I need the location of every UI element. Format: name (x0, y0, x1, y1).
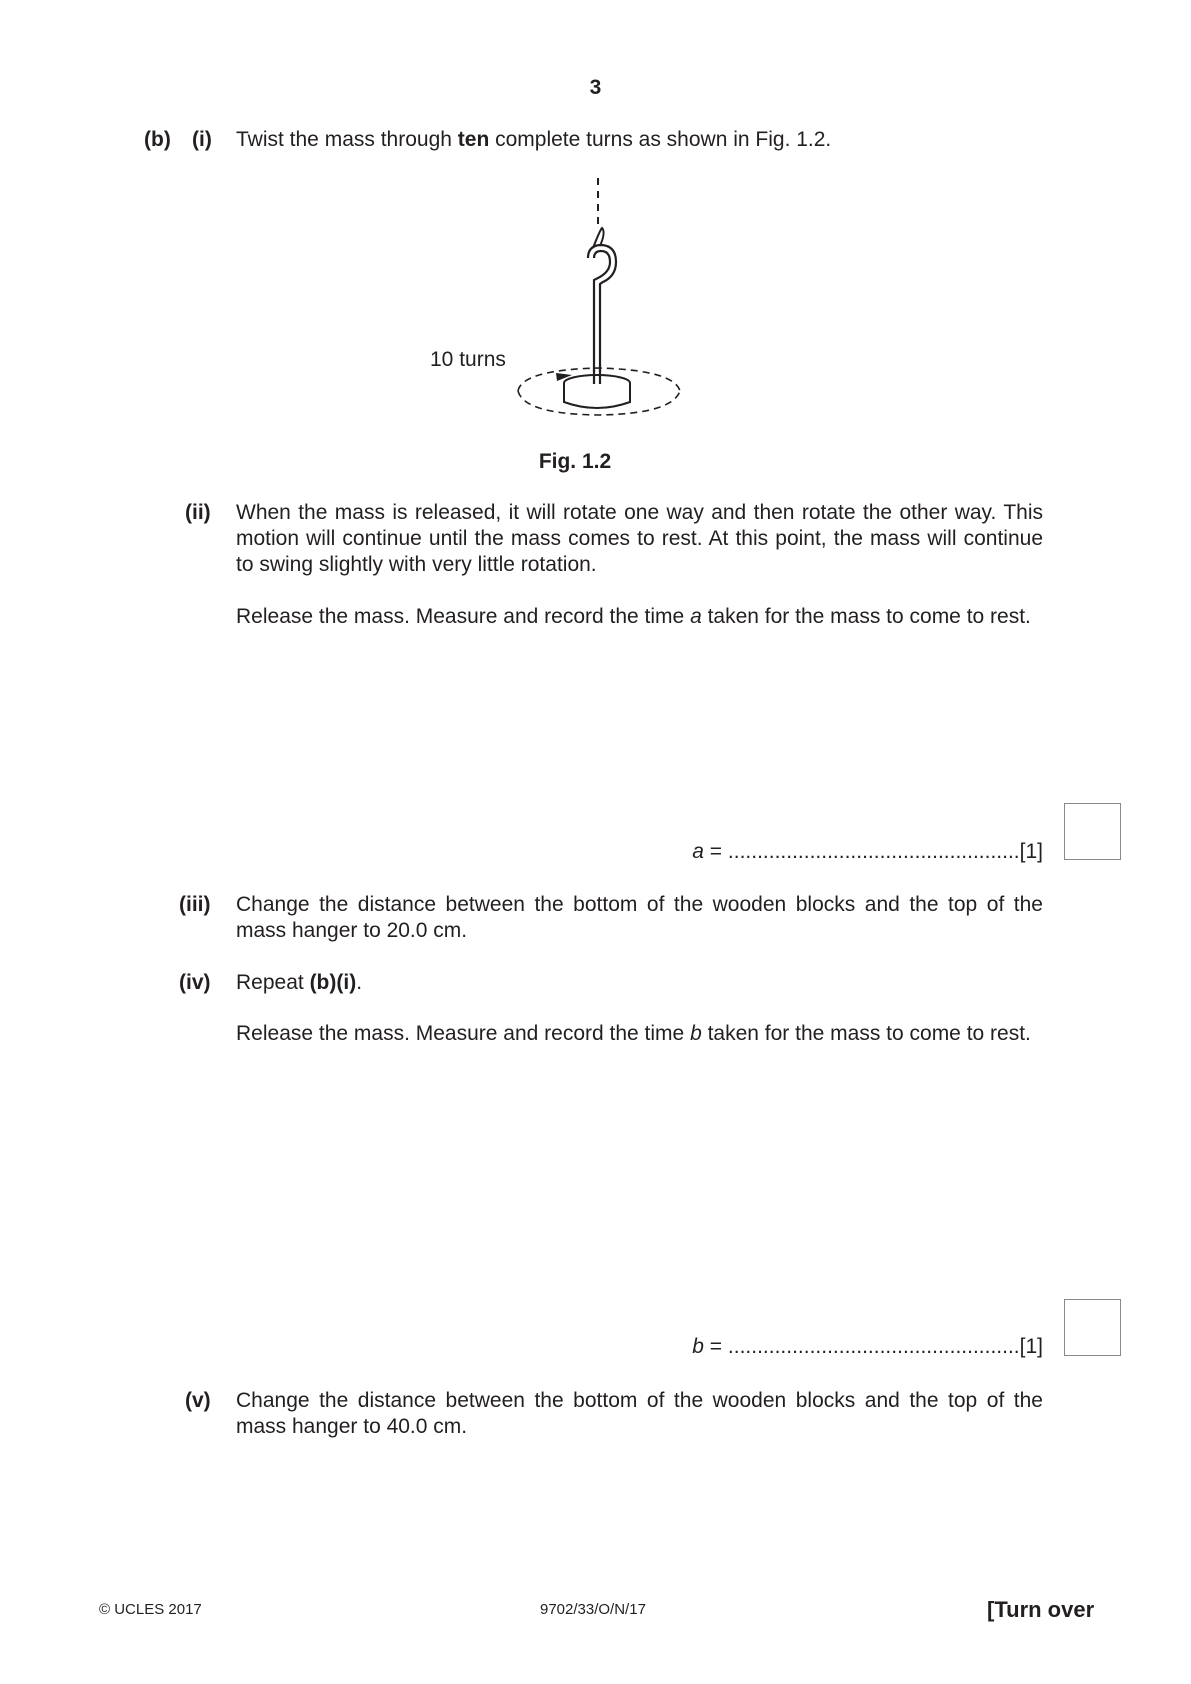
subpart-label-ii: (ii) (185, 501, 211, 524)
answer-a-variable: a (692, 840, 704, 863)
paragraph-iv-1 (236, 970, 1043, 996)
answer-b-variable: b (692, 1335, 704, 1358)
paragraph-iv-1-start: Repeat (236, 971, 310, 994)
hook-inner (594, 251, 610, 372)
answer-line-a[interactable] (692, 839, 1043, 865)
paragraph-ii-2-end: taken for the mass to come to rest. (701, 605, 1031, 628)
footer-copyright: © UCLES 2017 (99, 1601, 202, 1618)
instruction-i-emphasis: ten (457, 128, 490, 151)
hook-outer (588, 245, 616, 372)
answer-a-dots: .................................................. (727, 840, 1020, 863)
figure-annotation: 10 turns (430, 348, 506, 371)
paragraph-iii: Change the distance between the bottom of the wooden blocks and the top of the mass hanger to 20.0 cm. (236, 893, 1043, 942)
examiner-mark-box-a (1064, 803, 1121, 860)
paragraph-ii-1: When the mass is released, it will rotate one way and then rotate the other way. This motion will continue until the mass comes to rest. At this point, the mass will continue to swing slightly with very little rotation. (236, 501, 1043, 576)
paragraph-iv-1-reference: (b)(i) (309, 971, 357, 994)
part-label: (b) (144, 128, 171, 151)
answer-b-equals: = (703, 1335, 728, 1358)
answer-line-b[interactable] (692, 1334, 1043, 1360)
paragraph-iv-2-start: Release the mass. Measure and record the time (236, 1022, 691, 1045)
instruction-i-start: Twist the mass through (236, 128, 458, 151)
paragraph-ii-2-start: Release the mass. Measure and record the time (236, 605, 691, 628)
paragraph-ii-2 (236, 604, 1043, 630)
footer-paper-code: 9702/33/O/N/17 (540, 1601, 646, 1618)
answer-b-dots: .................................................. (727, 1335, 1020, 1358)
answer-a-mark: [1] (1019, 840, 1043, 863)
paragraph-iv-2-end: taken for the mass to come to rest. (701, 1022, 1031, 1045)
answer-b-mark: [1] (1019, 1335, 1043, 1358)
paragraph-v: Change the distance between the bottom of the wooden blocks and the top of the mass hanger to 40.0 cm. (236, 1389, 1043, 1438)
subpart-label-iii: (iii) (179, 893, 211, 916)
instruction-i (236, 127, 1036, 153)
variable-b: b (690, 1022, 702, 1045)
variable-a: a (690, 605, 702, 628)
subpart-label-i: (i) (192, 128, 212, 151)
figure-twisted-mass (430, 170, 710, 420)
instruction-i-end: complete turns as shown in Fig. 1.2. (489, 128, 832, 151)
subpart-label-iv: (iv) (179, 971, 211, 994)
footer-turn-over: [Turn over (987, 1597, 1095, 1622)
examiner-mark-box-b (1064, 1299, 1121, 1356)
subpart-label-v: (v) (185, 1389, 211, 1412)
paragraph-iv-2 (236, 1021, 1043, 1047)
answer-a-equals: = (703, 840, 728, 863)
figure-caption: Fig. 1.2 (538, 450, 612, 473)
mass-side (564, 383, 630, 408)
page-number: 3 (589, 76, 602, 99)
paragraph-iv-1-end: . (356, 971, 363, 994)
